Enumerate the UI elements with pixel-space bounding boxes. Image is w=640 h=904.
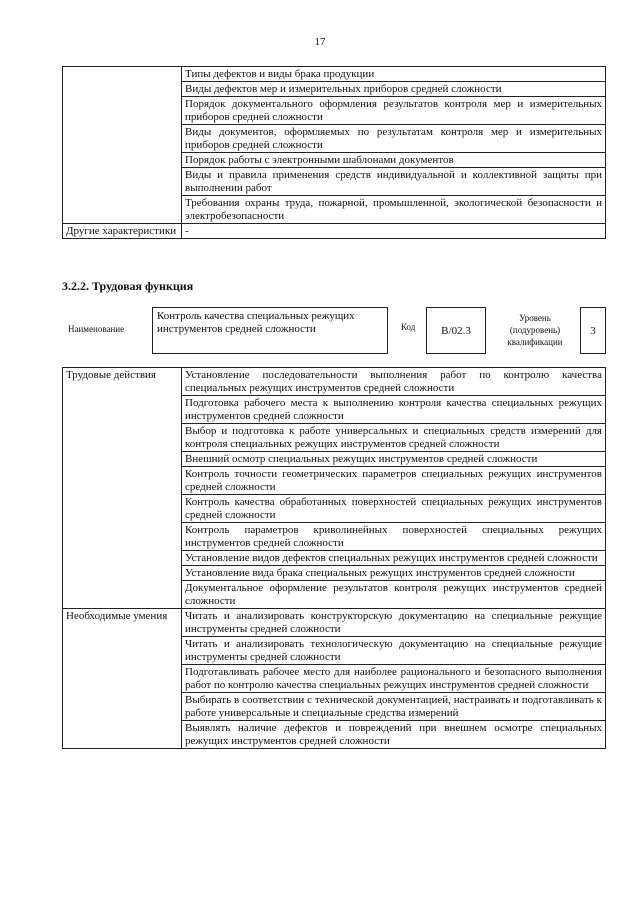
other-characteristics-value: - — [182, 224, 606, 239]
table-cell: Читать и анализировать конструкторскую документацию на специальные режущие инструменты средней сложности — [182, 609, 606, 637]
labor-function-table — [62, 367, 606, 749]
required-skills-label: Необходимые умения — [63, 609, 182, 749]
table-cell: Виды дефектов мер и измерительных приборов средней сложности — [182, 82, 606, 97]
table-cell: Контроль качества обработанных поверхностей специальных режущих инструментов средней сложности — [182, 495, 606, 523]
table-cell: Читать и анализировать технологическую документацию на специальные режущие инструменты средней сложности — [182, 637, 606, 665]
other-characteristics-label: Другие характеристики — [63, 224, 182, 239]
knowledge-table-continued — [62, 66, 606, 239]
table-cell: Установление вида брака специальных режущих инструментов средней сложности — [182, 566, 606, 581]
section-heading: 3.2.2. Трудовая функция — [62, 279, 194, 293]
table-row — [63, 609, 606, 637]
qualification-level-label: Уровень (подуровень) квалификации — [507, 313, 563, 347]
qualification-level-box — [580, 307, 606, 354]
code-label: Код — [401, 322, 416, 332]
table-row — [63, 67, 606, 82]
table-cell: Виды документов, оформляемых по результатам контроля мер и измерительных приборов средней сложности — [182, 125, 606, 153]
table-cell: Виды и правила применения средств индивидуальной и коллективной защиты при выполнении работ — [182, 168, 606, 196]
table-row — [63, 368, 606, 396]
code-value-box — [426, 307, 486, 354]
table-cell: Порядок работы с электронными шаблонами документов — [182, 153, 606, 168]
table-cell: Внешний осмотр специальных режущих инструментов средней сложности — [182, 452, 606, 467]
qualification-level-value: 3 — [590, 324, 596, 337]
table-cell: Контроль параметров криволинейных поверхностей специальных режущих инструментов средней сложности — [182, 523, 606, 551]
table-cell: Типы дефектов и виды брака продукции — [182, 67, 606, 82]
table-cell: Подготавливать рабочее место для наиболее рационального и безопасного выполнения работ по контролю качества специальных режущих инструментов средней сложности — [182, 665, 606, 693]
code-value: B/02.3 — [441, 324, 471, 337]
table-cell: Порядок документального оформления результатов контроля мер и измерительных приборов средней сложности — [182, 97, 606, 125]
table-row — [63, 224, 606, 239]
table-cell: Документальное оформление результатов контроля режущих инструментов средней сложности — [182, 581, 606, 609]
table-cell: Выявлять наличие дефектов и повреждений при внешнем осмотре специальных режущих инструментов средней сложности — [182, 721, 606, 749]
table-cell: Выбирать в соответствии с технической документацией, настраивать и подготавливать к работе универсальные и специальные средства измерений — [182, 693, 606, 721]
function-name-box: Контроль качества специальных режущих инструментов средней сложности — [152, 307, 388, 354]
table-cell: Выбор и подготовка к работе универсальных и специальных средств измерений для контроля специальных режущих инструментов средней сложности — [182, 424, 606, 452]
table-cell: Подготовка рабочего места к выполнению контроля качества специальных режущих инструментов средней сложности — [182, 396, 606, 424]
page-number: 17 — [314, 36, 326, 48]
labor-actions-label: Трудовые действия — [63, 368, 182, 609]
table-cell: Требования охраны труда, пожарной, промышленной, экологической безопасности и электробезопасности — [182, 196, 606, 224]
table-cell: Установление видов дефектов специальных режущих инструментов средней сложности — [182, 551, 606, 566]
name-label: Наименование — [68, 324, 125, 334]
table-cell: Контроль точности геометрических параметров специальных режущих инструментов средней сложности — [182, 467, 606, 495]
table-cell: Установление последовательности выполнения работ по контролю качества специальных режущих инструментов средней сложности — [182, 368, 606, 396]
empty-label-cell — [63, 67, 182, 224]
